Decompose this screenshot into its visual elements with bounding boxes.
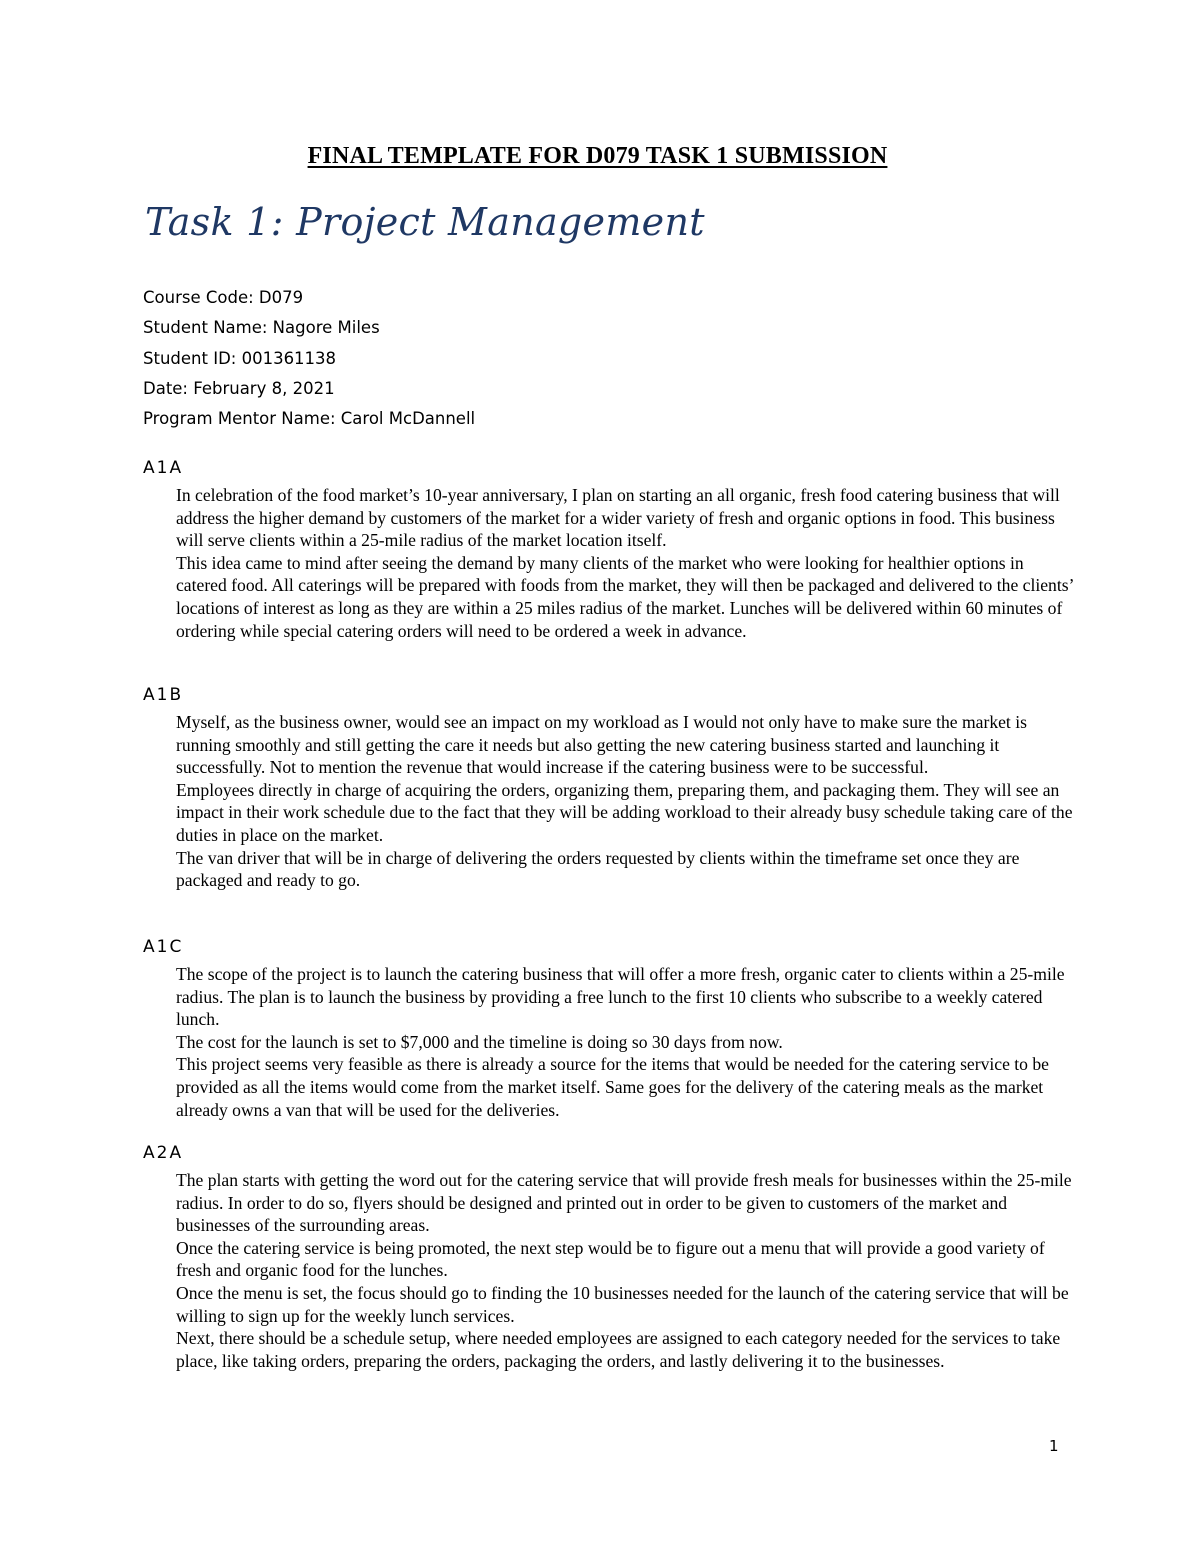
paragraph: Next, there should be a schedule setup, where needed employees are assigned to each category needed for the services to take place, like taking orders, preparing the orders, packaging the orders, and lastly delivering it to the businesses.	[176, 1328, 1061, 1371]
section-a1a	[143, 458, 1073, 642]
course-code: Course Code: D079	[143, 288, 304, 307]
program-mentor-name: Program Mentor Name: Carol McDannell	[143, 409, 476, 429]
section-heading: A1C	[143, 937, 184, 957]
section-heading: A1A	[143, 458, 184, 478]
section-heading: A1B	[143, 685, 184, 705]
document-title: FINAL TEMPLATE FOR D079 TASK 1 SUBMISSION	[307, 143, 888, 169]
paragraph: Myself, as the business owner, would see an impact on my workload as I would not only have to make sure the market is running smoothly and still getting the care it needs but also getting the new catering business started and launching it successfully. Not to mention the revenue that would increase if the catering business were to be successful.	[176, 712, 1027, 778]
section-a1c	[143, 937, 1073, 1121]
section-body	[176, 1169, 1076, 1372]
paragraph: In celebration of the food market’s 10-year anniversary, I plan on starting an all organic, fresh food catering business that will address the higher demand by customers of the market for a wider variety of fresh and organic options in food. This business will serve clients within a 25-mile radius of the market location itself.	[176, 485, 1060, 551]
page-number: 1	[1049, 1437, 1059, 1455]
paragraph: This idea came to mind after seeing the demand by many clients of the market who were looking for healthier options in catered food. All caterings will be prepared with foods from the market, they will then be packaged and delivered to the clients’ locations of interest as long as they are within a 25 miles radius of the market. Lunches will be delivered within 60 minutes of ordering while special catering orders will need to be ordered a week in advance.	[176, 552, 1074, 641]
paragraph: Employees directly in charge of acquiring the orders, organizing them, preparing them, and packaging them. They will see an impact in their work schedule due to the fact that they will be adding workload to their already busy schedule taking care of the duties in place on the market.	[176, 779, 1073, 845]
paragraph: The scope of the project is to launch the catering business that will offer a more fresh, organic cater to clients within a 25-mile radius. The plan is to launch the business by providing a free lunch to the first 10 clients who subscribe to a weekly catered lunch.	[176, 964, 1065, 1030]
paragraph: The van driver that will be in charge of delivering the orders requested by clients within the timeframe set once they are packaged and ready to go.	[176, 847, 1020, 891]
paragraph: The plan starts with getting the word out for the catering service that will provide fresh meals for businesses within the 25-mile radius. In order to do so, flyers should be designed and printed out in order to be given to customers of the market and businesses of the surrounding areas.	[176, 1170, 1072, 1236]
paragraph: Once the menu is set, the focus should go to finding the 10 businesses needed for the launch of the catering service that will be willing to sign up for the weekly lunch services.	[176, 1282, 1069, 1326]
section-a1b	[143, 685, 1073, 892]
submission-date: Date: February 8, 2021	[143, 378, 335, 398]
document-meta	[143, 283, 475, 434]
section-a2a	[143, 1143, 1073, 1372]
student-name: Student Name: Nagore Miles	[143, 318, 380, 338]
section-body	[176, 963, 1076, 1121]
paragraph: Once the catering service is being promoted, the next step would be to figure out a menu that will provide a good variety of fresh and organic food for the lunches.	[176, 1237, 1045, 1281]
paragraph: The cost for the launch is set to $7,000 and the timeline is doing so 30 days from now.	[176, 1031, 783, 1052]
section-body	[176, 484, 1076, 642]
task-heading: Task 1: Project Management	[145, 200, 705, 244]
section-heading: A2A	[143, 1143, 184, 1163]
paragraph: This project seems very feasible as there is already a source for the items that would be needed for the catering service to be provided as all the items would come from the market itself. Same goes for the delivery of the catering meals as the market already owns a van that will be used for the deliveries.	[176, 1054, 1049, 1120]
student-id: Student ID: 001361138	[143, 348, 337, 368]
section-body	[176, 711, 1076, 892]
